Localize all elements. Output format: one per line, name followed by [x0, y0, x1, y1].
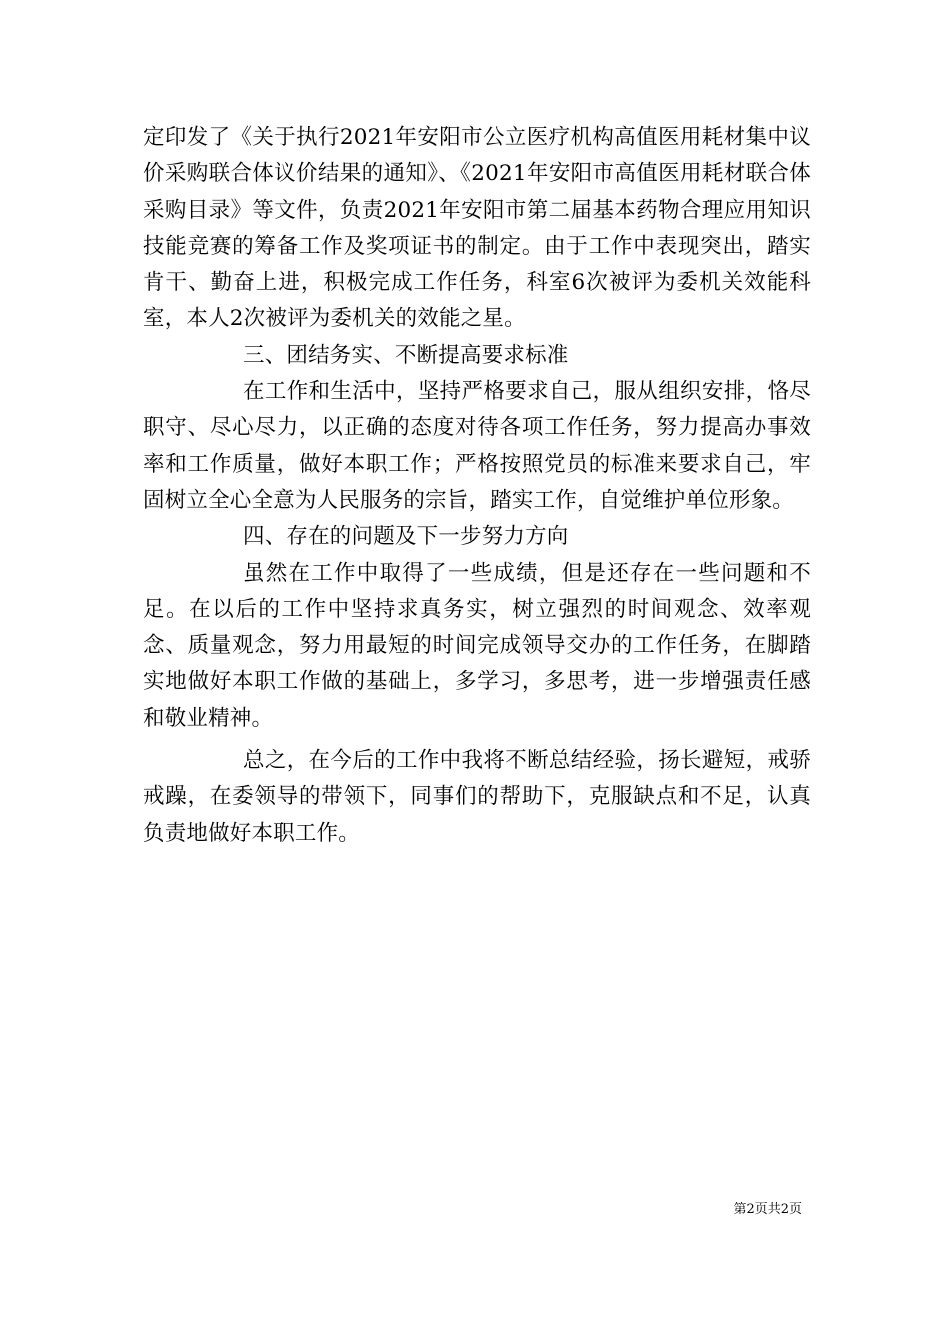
paragraph-continuation: 定印发了《关于执行2021年安阳市公立医疗机构高值医用耗材集中议价采购联合体议价结果的通知》、《2021年安阳市高值医用耗材联合体采购目录》等文件，负责2021年安阳市第二届基本药物合理应用知识技能竞赛的筹备工作及奖项证书的制定。由于工作中表现突出，踏实肯干、勤奋上进，积极完成工作任务，科室6次被评为委机关效能科室，本人2次被评为委机关的效能之星。	[143, 125, 811, 332]
page-number-footer: 第2页共2页	[733, 1202, 802, 1217]
paragraph-section-4: 虽然在工作中取得了一些成绩，但是还存在一些问题和不足。在以后的工作中坚持求真务实，树立强烈的时间观念、效率观念、质量观念，努力用最短的时间完成领导交办的工作任务，在脚踏实地做好本职工作做的基础上，多学习，多思考，进一步增强责任感和敬业精神。	[143, 560, 811, 731]
section-heading-4: 四、存在的问题及下一步努力方向	[243, 524, 569, 550]
paragraph-section-3: 在工作和生活中，坚持严格要求自己，服从组织安排，恪尽职守、尽心尽力，以正确的态度对待各项工作任务，努力提高办事效率和工作质量，做好本职工作；严格按照党员的标准来要求自己，牢固树立全心全意为人民服务的宗旨，踏实工作，自觉维护单位形象。	[143, 379, 811, 513]
document-body	[143, 120, 811, 852]
paragraph-conclusion: 总之，在今后的工作中我将不断总结经验，扬长避短，戒骄戒躁，在委领导的带领下，同事们的帮助下，克服缺点和不足，认真负责地做好本职工作。	[143, 748, 811, 846]
section-heading-3: 三、团结务实、不断提高要求标准	[243, 342, 569, 368]
